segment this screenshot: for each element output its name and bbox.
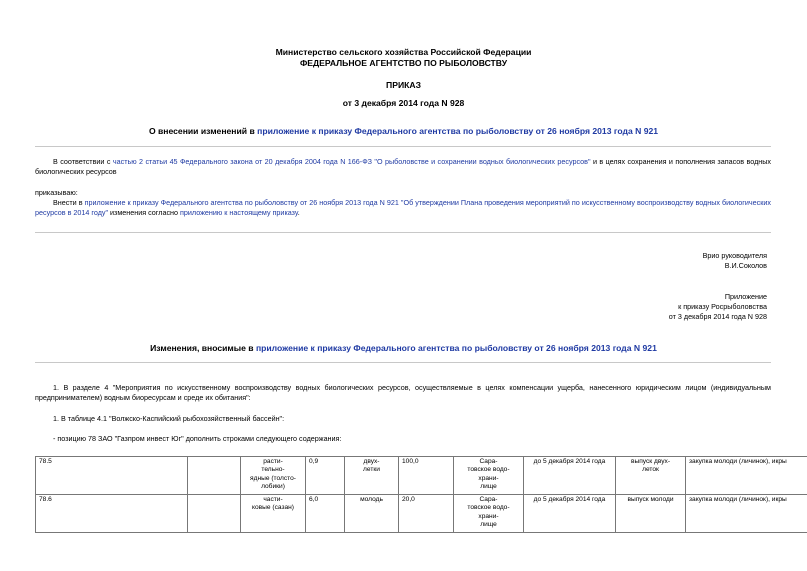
table-row <box>36 495 807 533</box>
law-link[interactable]: частью 2 статьи 45 Федерального закона от 20 декабря 2004 года N 166-ФЗ "О рыболовстве и сохранении водных биологических ресурсов" <box>112 157 591 166</box>
divider <box>35 362 771 363</box>
cell-empty <box>188 495 241 533</box>
doc-type-heading: ПРИКАЗ <box>386 80 421 90</box>
item-1: 1. В разделе 4 "Мероприятия по искусственному воспроизводству водных биологических ресурсов, осуществляемые в целях компенсации ущерба, нанесенного юридическим лицом (индивидуальным предпринимателем) водным биоресурсам и среде их обитания": <box>35 383 771 402</box>
order-appendix-link[interactable]: приложение к приказу Федерального агентства по рыболовству от 26 ноября 2013 года N 921 "Об утверждении Плана проведения мероприятий по искусственному воспроизводству водных биологических ресурсов в 2014 году" <box>35 198 771 217</box>
cell-species: части- ковые (сазан) <box>241 495 306 533</box>
document-title <box>0 126 807 136</box>
agency-heading: ФЕДЕРАЛЬНОЕ АГЕНТСТВО ПО РЫБОЛОВСТВУ <box>299 58 508 68</box>
order-text: Внести в <box>53 198 85 207</box>
changes-title-prefix: Изменения, вносимые в <box>150 343 256 353</box>
divider <box>35 146 771 147</box>
order-paragraph <box>35 198 771 218</box>
document-title-link[interactable]: приложение к приказу Федерального агентства по рыболовству от 26 ноября 2013 года N 921 <box>257 126 659 136</box>
cell-place: Сара- товское водо- храни- лище <box>454 495 524 533</box>
divider <box>35 232 771 233</box>
cell-stage: молодь <box>345 495 399 533</box>
signature-name: В.И.Соколов <box>724 261 767 270</box>
preamble-text-end: и в целях сохранения и пополнения запасов водных биологических ресурсов <box>35 157 772 176</box>
appendix-link[interactable]: приложению к настоящему приказу <box>180 208 298 217</box>
changes-title <box>0 343 807 353</box>
cell-species: расти- тельно- ядные (толсто- лобики) <box>241 457 306 495</box>
cell-date: до 5 декабря 2014 года <box>524 457 616 495</box>
cell-method: выпуск двух- леток <box>616 457 686 495</box>
appendix-line-2: к приказу Росрыболовства <box>678 302 767 311</box>
preamble-text: В соответствии с <box>53 157 113 166</box>
order-text-end: . <box>297 208 300 217</box>
changes-title-link[interactable]: приложение к приказу Федерального агентства по рыболовству от 26 ноября 2013 года N 921 <box>255 343 657 353</box>
cell-empty <box>188 457 241 495</box>
preamble-paragraph <box>35 157 771 177</box>
appendix-line-3: от 3 декабря 2014 года N 928 <box>668 312 767 321</box>
cell-place: Сара- товское водо- храни- лище <box>454 457 524 495</box>
cell-note: закупка молоди (личинок), икры <box>686 457 807 495</box>
cell-method: выпуск молоди <box>616 495 686 533</box>
signature-position: Врио руководителя <box>702 251 767 260</box>
cell-quantity: 20,0 <box>399 495 454 533</box>
item-1-1-a: - позицию 78 ЗАО "Газпром инвест Юг" дополнить строками следующего содержания: <box>53 434 342 443</box>
doc-date-heading: от 3 декабря 2014 года N 928 <box>342 98 465 108</box>
ministry-heading: Министерство сельского хозяйства Российской Федерации <box>275 47 532 57</box>
cell-weight: 6,0 <box>306 495 345 533</box>
cell-quantity: 100,0 <box>399 457 454 495</box>
cell-weight: 0,9 <box>306 457 345 495</box>
signature-block <box>703 251 767 271</box>
item-1-1: 1. В таблице 4.1 "Волжско-Каспийский рыбохозяйственный бассейн": <box>53 414 285 423</box>
appendix-reference <box>669 292 767 322</box>
changes-table <box>35 456 807 533</box>
cell-note: закупка молоди (личинок), икры <box>686 495 807 533</box>
document-title-prefix: О внесении изменений в <box>148 126 258 136</box>
order-text-mid: изменения согласно <box>108 208 181 217</box>
appendix-line-1: Приложение <box>724 292 767 301</box>
order-word: приказываю: <box>35 188 78 197</box>
table-row <box>36 457 807 495</box>
cell-stage: двух- летки <box>345 457 399 495</box>
cell-num: 78.5 <box>36 457 188 495</box>
cell-date: до 5 декабря 2014 года <box>524 495 616 533</box>
cell-num: 78.6 <box>36 495 188 533</box>
